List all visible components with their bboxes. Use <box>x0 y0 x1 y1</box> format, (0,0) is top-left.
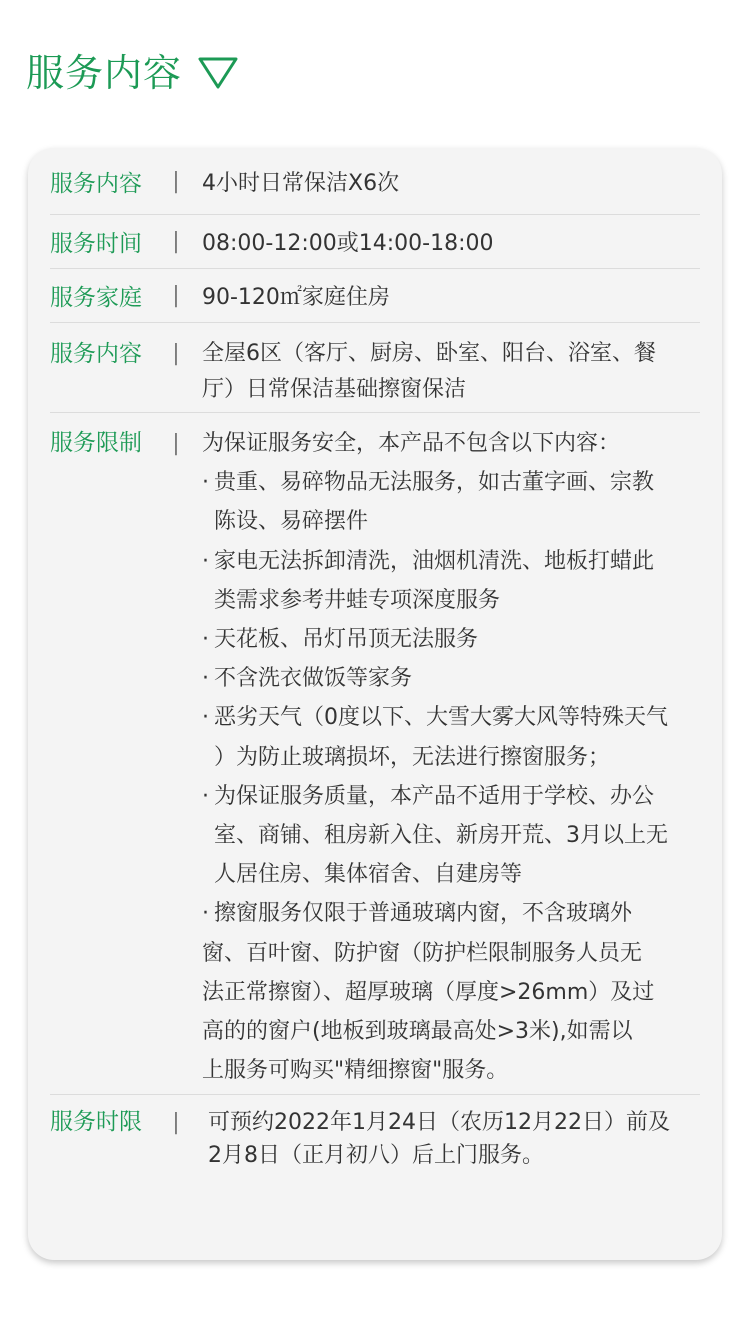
bullet-marker: · <box>202 548 209 574</box>
row-value: 08:00-12:00或14:00-18:00 <box>202 230 494 256</box>
row-value: 90-120㎡家庭住房 <box>202 284 390 310</box>
row-separator: | <box>172 228 180 254</box>
row-separator: | <box>172 431 180 456</box>
row-separator: | <box>172 168 180 194</box>
list-item-text: 上服务可购买"精细擦窗"服务。 <box>202 1058 509 1084</box>
bullet-marker: · <box>202 901 209 927</box>
detail-row-household <box>50 268 700 322</box>
row-separator: | <box>172 282 180 308</box>
row-label: 服务时限 <box>50 1109 142 1135</box>
list-item-text: 为保证服务质量，本产品不适用于学校、办公 <box>214 783 655 809</box>
restrictions-intro: 为保证服务安全，本产品不包含以下内容： <box>202 431 621 456</box>
list-item <box>202 894 700 1090</box>
list-item <box>202 620 700 659</box>
restrictions-list <box>202 424 700 1094</box>
list-item <box>202 542 700 620</box>
list-item-text: 窗、百叶窗、防护窗（防护栏限制服务人员无 <box>202 940 643 966</box>
row-label: 服务时间 <box>50 230 142 257</box>
list-item-text: 法正常擦窗）、超厚玻璃（厚度>26mm）及过 <box>202 979 655 1005</box>
row-label: 服务内容 <box>50 170 142 197</box>
service-details-card <box>28 148 722 1260</box>
list-item-text: 高的的窗户(地板到玻璃最高处>3米),如需以 <box>202 1019 633 1045</box>
bullet-marker: · <box>202 666 209 692</box>
row-separator: | <box>172 341 180 366</box>
detail-row-content <box>50 148 700 214</box>
list-item-text: 贵重、易碎物品无法服务，如古董字画、宗教 <box>214 470 655 496</box>
bullet-marker: · <box>202 627 209 653</box>
row-value <box>202 336 700 412</box>
triangle-down-icon[interactable] <box>196 55 240 91</box>
value-line: 全屋6区（客厅、厨房、卧室、阳台、浴室、餐 <box>202 341 656 366</box>
list-item-text: 擦窗服务仅限于普通玻璃内窗，不含玻璃外 <box>214 901 633 927</box>
list-item-text: 家电无法拆卸清洗，油烟机清洗、地板打蜡此 <box>214 548 655 574</box>
detail-row-scope <box>50 322 700 412</box>
list-item-text: 类需求参考井蛙专项深度服务 <box>214 587 501 613</box>
list-item-text: 人居住房、集体宿舍、自建房等 <box>214 862 523 888</box>
value-line: 2月8日（正月初八）后上门服务。 <box>208 1143 544 1168</box>
bullet-marker: · <box>202 470 209 496</box>
list-item-text: 天花板、吊灯吊顶无法服务 <box>214 627 479 653</box>
list-item <box>202 463 700 541</box>
row-separator: | <box>172 1110 180 1135</box>
list-item <box>202 777 700 895</box>
detail-row-time <box>50 214 700 268</box>
detail-row-restrictions <box>50 412 700 1094</box>
value-line: 可预约2022年1月24日（农历12月22日）前及 <box>208 1110 670 1135</box>
row-label: 服务限制 <box>50 430 142 456</box>
list-item-text: 室、商铺、租房新入住、新房开荒、3月以上无 <box>214 823 668 849</box>
value-line: 厅）日常保洁基础擦窗保洁 <box>202 377 467 402</box>
row-label: 服务内容 <box>50 341 142 367</box>
list-item-text: 不含洗衣做饭等家务 <box>214 666 413 692</box>
row-value: 4小时日常保洁X6次 <box>202 170 400 196</box>
list-item <box>202 698 700 776</box>
row-label: 服务家庭 <box>50 284 142 311</box>
detail-row-time-limit <box>50 1094 700 1172</box>
section-title: 服务内容 <box>26 51 183 95</box>
row-value <box>202 1106 700 1172</box>
section-header <box>26 50 240 96</box>
list-item-text: ）为防止玻璃损坏，无法进行擦窗服务； <box>214 744 611 770</box>
bullet-marker: · <box>202 705 209 731</box>
list-item-text: 恶劣天气（0度以下、大雪大雾大风等特殊天气 <box>214 705 668 731</box>
bullet-marker: · <box>202 783 209 809</box>
list-item-text: 陈设、易碎摆件 <box>214 509 369 535</box>
list-item <box>202 659 700 698</box>
